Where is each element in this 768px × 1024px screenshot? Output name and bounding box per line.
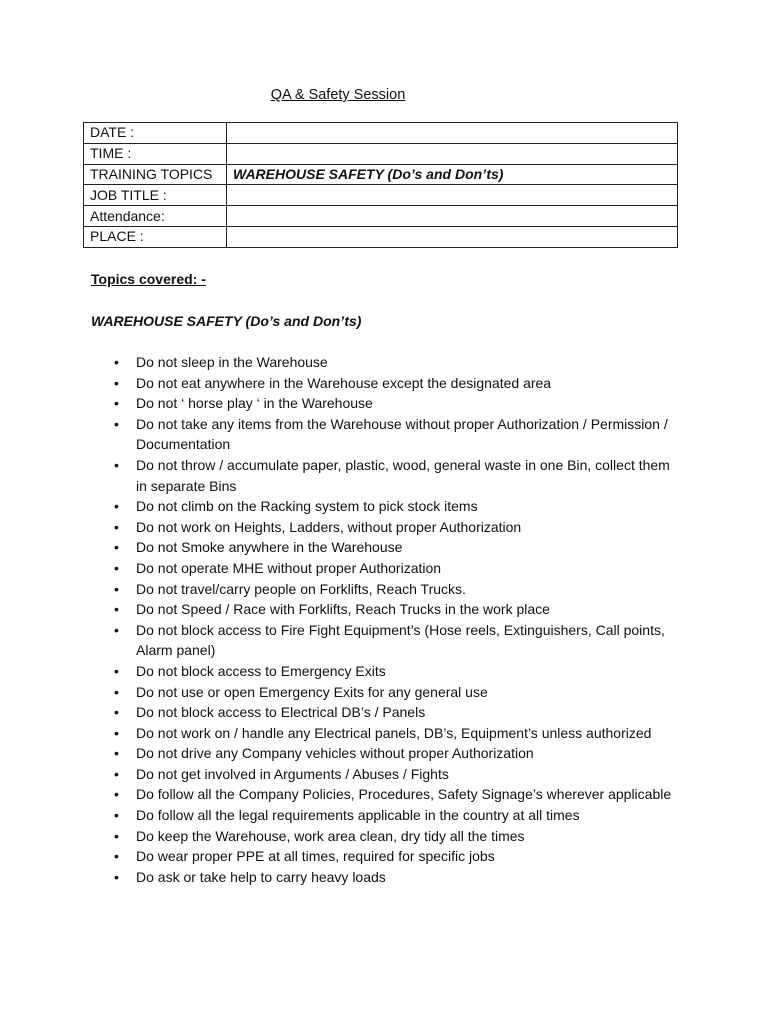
list-item-text: Do not eat anywhere in the Warehouse except the designated area <box>136 374 552 391</box>
training-topics-label: TRAINING TOPICS <box>84 164 227 185</box>
bullet-icon: • <box>114 580 119 597</box>
list-item-text: Do follow all the Company Policies, Procedures, Safety Signage’s wherever applicable <box>136 786 672 803</box>
bullet-icon: • <box>114 827 119 844</box>
attendance-value <box>227 206 678 227</box>
bullet-icon: • <box>114 354 119 370</box>
list-item-text: Do not Speed / Race with Forklifts, Reach Trucks in the work place <box>136 601 550 618</box>
topics-covered-heading: Topics covered: - <box>91 271 206 287</box>
bullet-icon: • <box>114 518 119 535</box>
list-item <box>114 579 680 600</box>
list-item-text: Do not climb on the Racking system to pick stock items <box>136 498 478 515</box>
bullet-icon: • <box>114 601 119 618</box>
bullet-icon: • <box>114 807 119 824</box>
place-label: PLACE : <box>84 226 227 247</box>
list-item-text: Do keep the Warehouse, work area clean, dry tidy all the times <box>136 827 525 844</box>
list-item-text: Do ask or take help to carry heavy loads <box>136 868 386 885</box>
list-item <box>114 805 680 826</box>
bullet-icon: • <box>114 395 119 412</box>
table-row <box>84 226 678 247</box>
list-item <box>114 517 680 538</box>
list-item <box>114 723 680 744</box>
training-topics-value: WAREHOUSE SAFETY (Do’s and Don’ts) <box>227 164 678 185</box>
job-title-label: JOB TITLE : <box>84 185 227 206</box>
list-item-text: Do wear proper PPE at all times, required for specific jobs <box>136 848 495 865</box>
date-label: DATE : <box>84 123 227 144</box>
date-value <box>227 123 678 144</box>
attendance-label: Attendance: <box>84 206 227 227</box>
time-value <box>227 143 678 164</box>
list-item <box>114 620 680 661</box>
bullet-icon: • <box>114 745 119 762</box>
list-item <box>114 496 680 517</box>
bullet-icon: • <box>114 868 119 885</box>
table-row <box>84 206 678 227</box>
list-item-text: Do not drive any Company vehicles without proper Authorization <box>136 745 534 762</box>
list-item <box>114 867 680 888</box>
list-item-text: Do not operate MHE without proper Authorization <box>136 559 442 576</box>
table-row <box>84 123 678 144</box>
list-item <box>114 373 680 394</box>
list-item <box>114 682 680 703</box>
list-item-text: Do not work on / handle any Electrical panels, DB’s, Equipment’s unless authorized <box>136 724 652 741</box>
bullet-icon: • <box>114 456 119 473</box>
list-item <box>114 393 680 414</box>
list-item <box>114 764 680 785</box>
bullet-icon: • <box>114 662 119 679</box>
bullet-icon: • <box>114 683 119 700</box>
list-item <box>114 661 680 682</box>
list-item <box>114 537 680 558</box>
list-item-text: Do not block access to Emergency Exits <box>136 662 386 679</box>
time-label: TIME : <box>84 143 227 164</box>
bullet-icon: • <box>114 765 119 782</box>
document-title: QA & Safety Session <box>270 87 406 103</box>
list-item <box>114 352 680 373</box>
place-value <box>227 226 678 247</box>
list-item-text: Do not take any items from the Warehouse without proper Authorization / Permission / Documentation <box>136 415 668 453</box>
list-item-text: Do not throw / accumulate paper, plastic, wood, general waste in one Bin, collect them in separate Bins <box>136 456 670 494</box>
list-item <box>114 414 680 455</box>
list-item-text: Do not travel/carry people on Forklifts, Reach Trucks. <box>136 580 466 597</box>
bullet-icon: • <box>114 374 119 391</box>
safety-rules-list <box>114 352 680 887</box>
bullet-icon: • <box>114 848 119 865</box>
bullet-icon: • <box>114 559 119 576</box>
session-info-table <box>83 122 678 248</box>
list-item-text: Do not sleep in the Warehouse <box>136 354 328 370</box>
list-item <box>114 702 680 723</box>
list-item-text: Do follow all the legal requirements applicable in the country at all times <box>136 807 580 824</box>
list-item <box>114 743 680 764</box>
list-item <box>114 846 680 867</box>
bullet-icon: • <box>114 704 119 721</box>
list-item-text: Do not use or open Emergency Exits for any general use <box>136 683 488 700</box>
table-row <box>84 143 678 164</box>
bullet-icon: • <box>114 498 119 515</box>
bullet-icon: • <box>114 724 119 741</box>
list-item <box>114 599 680 620</box>
table-row <box>84 185 678 206</box>
list-item <box>114 826 680 847</box>
job-title-value <box>227 185 678 206</box>
list-item-text: Do not Smoke anywhere in the Warehouse <box>136 539 403 556</box>
section-heading: WAREHOUSE SAFETY (Do’s and Don’ts) <box>91 313 362 329</box>
list-item-text: Do not work on Heights, Ladders, without proper Authorization <box>136 518 522 535</box>
table-row <box>84 164 678 185</box>
list-item <box>114 784 680 805</box>
list-item-text: Do not block access to Fire Fight Equipment’s (Hose reels, Extinguishers, Call points, Alarm panel) <box>136 621 665 659</box>
bullet-icon: • <box>114 786 119 803</box>
list-item <box>114 558 680 579</box>
list-item <box>114 455 680 496</box>
bullet-icon: • <box>114 415 119 432</box>
list-item-text: Do not ‘ horse play ‘ in the Warehouse <box>136 395 373 412</box>
bullet-icon: • <box>114 539 119 556</box>
list-item-text: Do not block access to Electrical DB’s / Panels <box>136 704 426 721</box>
list-item-text: Do not get involved in Arguments / Abuses / Fights <box>136 765 449 782</box>
bullet-icon: • <box>114 621 119 638</box>
